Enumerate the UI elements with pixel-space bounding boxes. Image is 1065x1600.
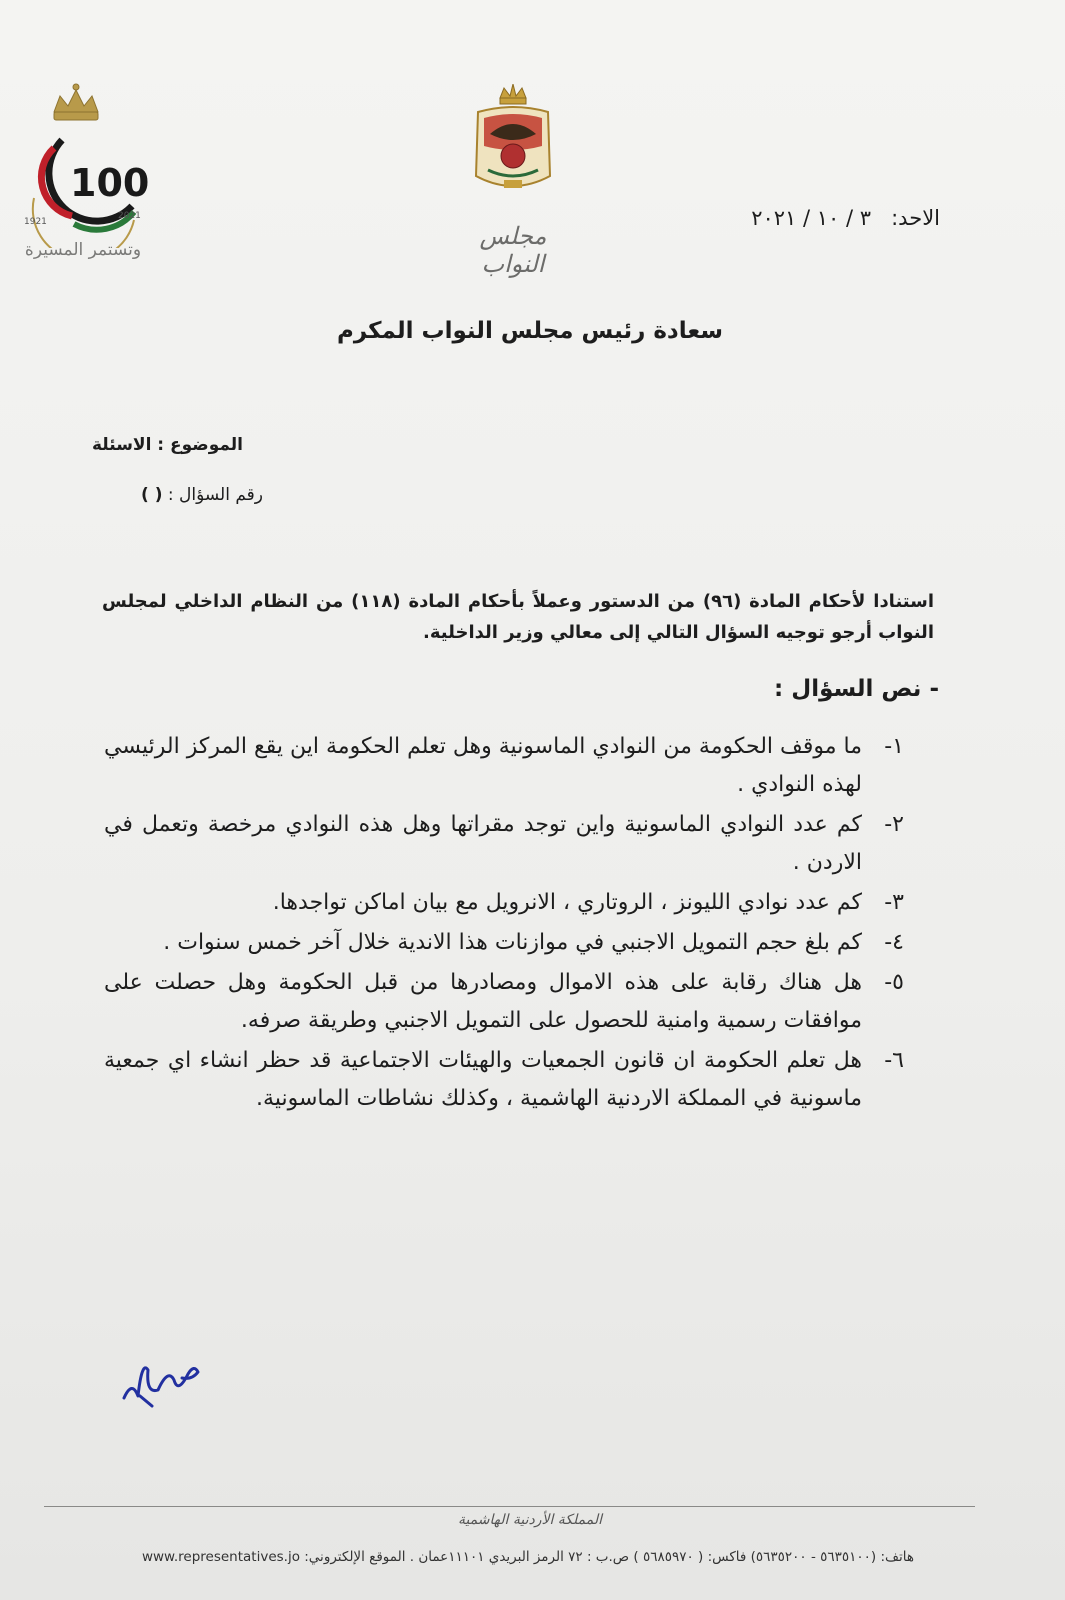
jordan-coat-of-arms-icon xyxy=(470,84,556,202)
date-line xyxy=(720,206,940,230)
question-text: ما موقف الحكومة من النوادي الماسونية وهل تعلم الحكومة اين يقع المركز الرئيسي لهذه النوادي . xyxy=(104,734,862,797)
centenary-number: 100 xyxy=(70,161,150,205)
crown-icon xyxy=(14,78,154,248)
intro-paragraph: استنادا لأحكام المادة (٩٦) من الدستور وعملاً بأحكام المادة (١١٨) من النظام الداخلي لمجلس النواب أرجو توجيه السؤال التالي إلى معالي وزير الداخلية. xyxy=(102,591,935,643)
question-text: هل تعلم الحكومة ان قانون الجمعيات والهيئات الاجتماعية قد حظر انشاء اي جمعية ماسونية في المملكة الاردنية الهاشمية ، وكذلك نشاطات الماسونية. xyxy=(104,1048,862,1111)
question-number-line xyxy=(141,485,263,505)
question-item xyxy=(104,728,904,804)
question-number: ٥- xyxy=(884,970,904,995)
question-number-label: رقم السؤال : xyxy=(167,485,263,505)
questions-heading: - نص السؤال : xyxy=(774,676,939,702)
questions-list xyxy=(104,728,904,1120)
question-number: ٣- xyxy=(884,890,904,915)
question-number: ١- xyxy=(884,734,904,759)
question-text: هل هناك رقابة على هذه الاموال ومصادرها من قبل الحكومة وهل حصلت على موافقات رسمية وامنية للحصول على التمويل الاجنبي وطريقة صرفه. xyxy=(104,970,862,1033)
question-text: كم بلغ حجم التمويل الاجنبي في موازنات هذا الاندية خلال آخر خمس سنوات . xyxy=(163,930,862,955)
question-number: ٢- xyxy=(884,812,904,837)
handwritten-signature xyxy=(118,1350,218,1410)
subject-line: الموضوع : الاسئلة xyxy=(92,435,243,455)
footer-contact-info: هاتف: (٥٦٣٥١٠٠ - ٥٦٣٥٢٠٠) فاكس: ( ٥٦٨٥٩٧٠ ) ص.ب : ٧٢ الرمز البريدي ١١١٠١عمان . الموقع الإلكتروني: www.representatives.jo xyxy=(141,1549,914,1565)
question-item xyxy=(104,1042,904,1118)
question-text: كم عدد النوادي الماسونية واين توجد مقراتها وهل هذه النوادي مرخصة وتعمل في الاردن . xyxy=(104,812,862,875)
question-number: ٤- xyxy=(884,930,904,955)
centenary-slogan: وتستمر المسيرة xyxy=(24,240,142,260)
centenary-year-end: 2021 xyxy=(118,211,141,221)
question-text: كم عدد نوادي الليونز ، الروتاري ، الانرويل مع بيان اماكن تواجدها. xyxy=(272,890,862,915)
footer-country-name: المملكة الأردنية الهاشمية xyxy=(457,1512,603,1528)
footer-divider xyxy=(44,1506,975,1507)
date-value: ٣ / ١٠ / ٢٠٢١ xyxy=(751,206,872,230)
addressee: سعادة رئيس مجلس النواب المكرم xyxy=(337,318,723,344)
question-number-value: ( ) xyxy=(141,485,163,505)
question-number: ٦- xyxy=(884,1048,904,1073)
institution-name: مجلس النواب xyxy=(479,222,547,278)
question-item xyxy=(104,884,904,922)
question-item xyxy=(104,964,904,1040)
question-item xyxy=(104,924,904,962)
date-label: الاحد: xyxy=(891,206,940,230)
centenary-logo xyxy=(14,78,154,258)
question-item xyxy=(104,806,904,882)
centenary-year-start: 1921 xyxy=(24,217,47,227)
